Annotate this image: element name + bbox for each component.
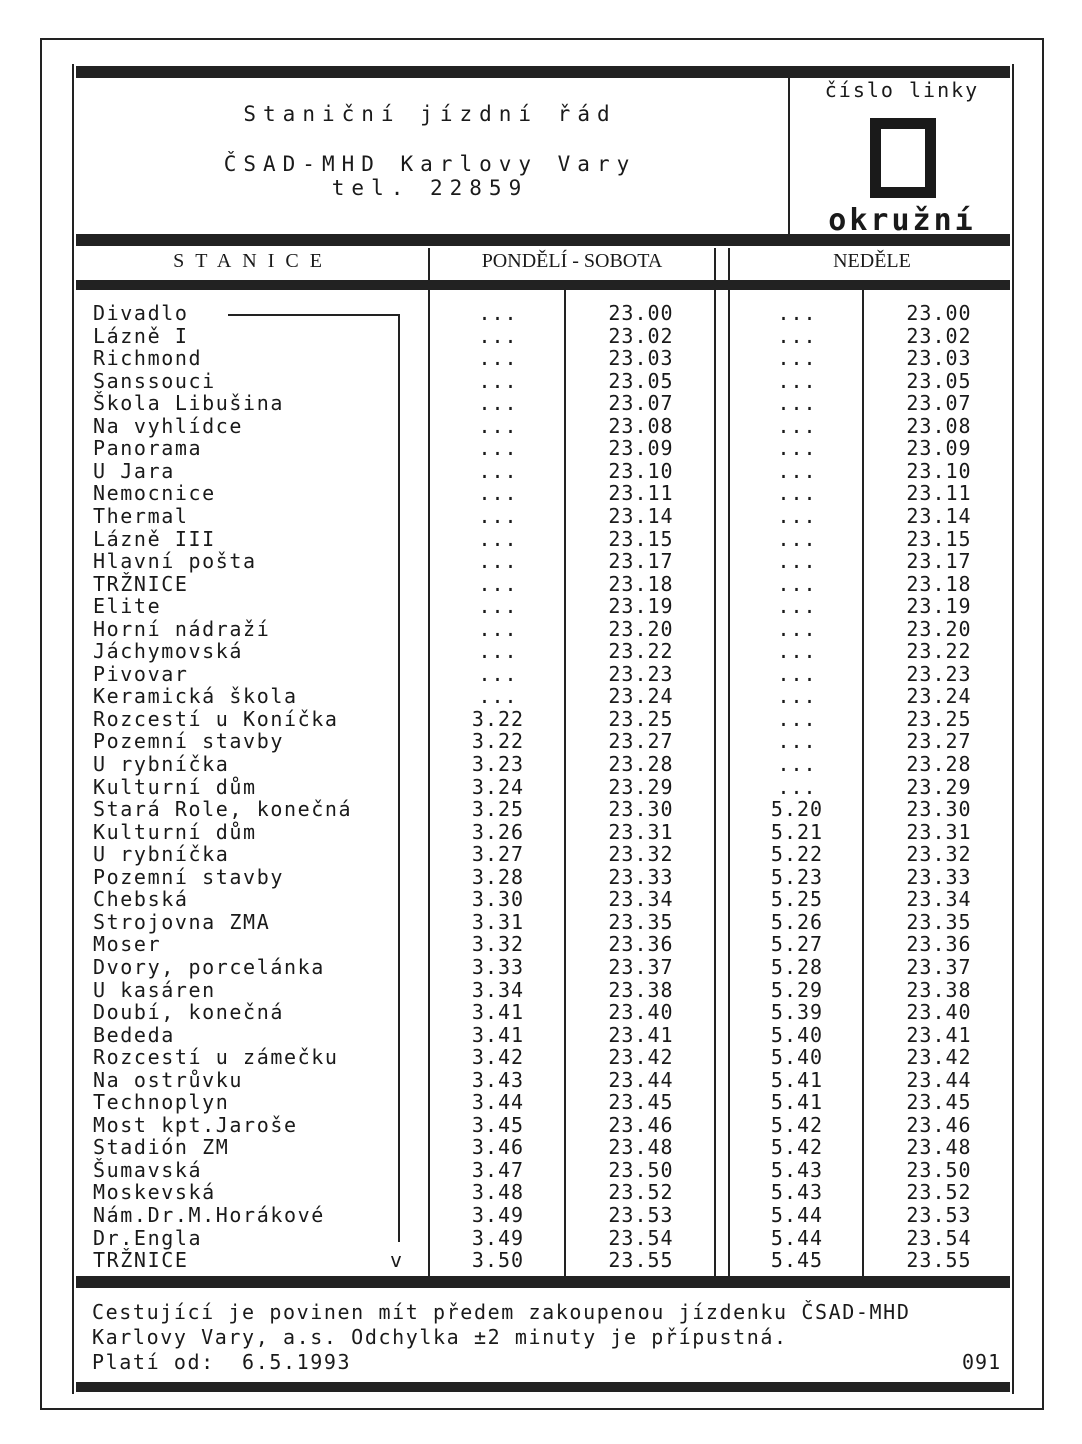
station-name: Horní nádraží: [93, 616, 271, 641]
sunday-late-time: 23.28: [906, 752, 972, 776]
sunday-late-time: 23.52: [906, 1180, 972, 1205]
table-bottom-bar: [76, 1276, 1010, 1288]
weekday-early-time: 3.22: [471, 706, 525, 731]
weekday-early-time: 3.34: [471, 977, 525, 1002]
table-row: [0, 505, 1082, 528]
weekday-late-time: 23.30: [608, 797, 674, 822]
weekday-early-time: 3.48: [471, 1180, 525, 1205]
table-row: [0, 325, 1082, 348]
sunday-late-time: 23.41: [906, 1022, 972, 1047]
weekday-late-time: 23.48: [608, 1135, 674, 1160]
weekday-late-time: 23.45: [608, 1090, 674, 1115]
sunday-late-time: 23.05: [906, 368, 972, 393]
weekday-late-time: 23.14: [608, 503, 674, 528]
weekday-late-time: 23.20: [608, 616, 674, 641]
station-name: Moskevská: [93, 1180, 216, 1205]
table-row: [0, 866, 1082, 889]
sunday-early-time: ...: [777, 684, 817, 709]
weekday-early-time: ...: [478, 391, 518, 416]
table-row: [0, 437, 1082, 460]
station-name: Doubí, konečná: [93, 1000, 284, 1025]
sunday-late-time: 23.44: [906, 1067, 972, 1092]
table-row: [0, 1204, 1082, 1227]
column-head-bar: [76, 280, 1010, 290]
footer-line-2: Karlovy Vary, a.s. Odchylka ±2 minuty je přípustná.: [92, 1325, 788, 1349]
table-row: [0, 302, 1082, 325]
table-row: [0, 663, 1082, 686]
weekday-late-time: 23.53: [608, 1203, 674, 1227]
weekday-late-time: 23.25: [608, 706, 674, 731]
table-row: [0, 1181, 1082, 1204]
sunday-late-time: 23.24: [906, 684, 972, 709]
sunday-late-time: 23.03: [906, 346, 972, 371]
table-row: [0, 956, 1082, 979]
table-row: [0, 595, 1082, 618]
station-name: Na ostrůvku: [93, 1067, 244, 1092]
table-row: [0, 753, 1082, 776]
station-name: Keramická škola: [93, 684, 298, 709]
sunday-late-time: 23.08: [906, 413, 972, 438]
station-name: Pozemní stavby: [93, 864, 284, 889]
weekday-early-time: ...: [478, 594, 518, 619]
sunday-late-time: 23.37: [906, 954, 972, 979]
sunday-early-time: ...: [777, 436, 817, 461]
weekday-early-time: 3.43: [471, 1067, 525, 1092]
weekday-late-time: 23.52: [608, 1180, 674, 1205]
station-name: Stadión ZM: [93, 1135, 230, 1160]
weekday-early-time: 3.32: [471, 932, 525, 957]
table-row: [0, 482, 1082, 505]
station-name: Divadlo: [93, 301, 189, 325]
sunday-early-time: ...: [777, 774, 817, 799]
sunday-late-time: 23.42: [906, 1045, 972, 1070]
sunday-late-time: 23.29: [906, 774, 972, 799]
column-header-stations: STANICE: [173, 250, 333, 272]
sunday-early-time: ...: [777, 391, 817, 416]
weekday-early-time: 3.24: [471, 774, 525, 799]
weekday-late-time: 23.41: [608, 1022, 674, 1047]
table-row: [0, 1024, 1082, 1047]
weekday-late-time: 23.02: [608, 323, 674, 348]
table-row: [0, 347, 1082, 370]
sunday-early-time: ...: [777, 503, 817, 528]
weekday-late-time: 23.08: [608, 413, 674, 438]
page-title: Staniční jízdní řád: [243, 102, 617, 126]
weekday-late-time: 23.23: [608, 661, 674, 686]
weekday-early-time: 3.49: [471, 1203, 525, 1227]
weekday-early-time: ...: [478, 436, 518, 461]
sunday-early-time: 5.41: [770, 1067, 824, 1092]
weekday-early-time: 3.41: [471, 1022, 525, 1047]
station-name: Dr.Engla: [93, 1225, 203, 1250]
table-row: [0, 1249, 1082, 1272]
sunday-early-time: ...: [777, 706, 817, 731]
station-name: Stará Role, konečná: [93, 797, 353, 822]
sunday-late-time: 23.46: [906, 1112, 972, 1137]
weekday-early-time: 3.30: [471, 887, 525, 912]
station-name: Moser: [93, 932, 162, 957]
sunday-early-time: ...: [777, 752, 817, 776]
weekday-early-time: ...: [478, 661, 518, 686]
weekday-early-time: 3.41: [471, 1000, 525, 1025]
sunday-late-time: 23.34: [906, 887, 972, 912]
line-type: okružní: [828, 203, 976, 238]
station-name: Sanssouci: [93, 368, 216, 393]
weekday-early-time: 3.45: [471, 1112, 525, 1137]
station-name: U rybníčka: [93, 842, 230, 867]
top-bar: [76, 66, 1010, 78]
weekday-late-time: 23.11: [608, 481, 674, 506]
weekday-early-time: ...: [478, 549, 518, 574]
weekday-early-time: 3.31: [471, 909, 525, 934]
station-name: Chebská: [93, 887, 189, 912]
sunday-early-time: 5.40: [770, 1045, 824, 1070]
sunday-late-time: 23.55: [906, 1248, 972, 1273]
table-row: [0, 640, 1082, 663]
sunday-early-time: 5.44: [770, 1225, 824, 1250]
station-name: Jáchymovská: [93, 639, 244, 664]
weekday-late-time: 23.54: [608, 1225, 674, 1250]
table-row: [0, 370, 1082, 393]
footer-line-1: Cestující je povinen mít předem zakoupenou jízdenku ČSAD-MHD: [92, 1300, 911, 1324]
weekday-late-time: 23.15: [608, 526, 674, 551]
sunday-early-time: ...: [777, 458, 817, 483]
station-name: Na vyhlídce: [93, 413, 244, 438]
weekday-early-time: 3.28: [471, 864, 525, 889]
station-name: Lázně I: [93, 323, 189, 348]
sunday-late-time: 23.50: [906, 1157, 972, 1182]
weekday-early-time: ...: [478, 639, 518, 664]
weekday-late-time: 23.07: [608, 391, 674, 416]
sunday-early-time: 5.22: [770, 842, 824, 867]
weekday-late-time: 23.18: [608, 571, 674, 596]
table-row: [0, 1046, 1082, 1069]
weekday-early-time: 3.22: [471, 729, 525, 754]
sunday-early-time: ...: [777, 661, 817, 686]
station-name: Most kpt.Jaroše: [93, 1112, 298, 1137]
sunday-early-time: 5.44: [770, 1203, 824, 1227]
table-row: [0, 933, 1082, 956]
sunday-late-time: 23.14: [906, 503, 972, 528]
weekday-early-time: ...: [478, 503, 518, 528]
document-code: 091: [962, 1350, 1002, 1374]
weekday-late-time: 23.32: [608, 842, 674, 867]
sunday-early-time: 5.40: [770, 1022, 824, 1047]
sunday-late-time: 23.23: [906, 661, 972, 686]
weekday-late-time: 23.46: [608, 1112, 674, 1137]
sunday-late-time: 23.54: [906, 1225, 972, 1250]
sunday-early-time: 5.28: [770, 954, 824, 979]
weekday-late-time: 23.24: [608, 684, 674, 709]
weekday-late-time: 23.09: [608, 436, 674, 461]
weekday-late-time: 23.28: [608, 752, 674, 776]
route-arrow-head: v: [390, 1248, 403, 1272]
table-row: [0, 798, 1082, 821]
sunday-late-time: 23.31: [906, 819, 972, 844]
table-row: [0, 843, 1082, 866]
table-row: [0, 415, 1082, 438]
line-number-label: číslo linky: [824, 78, 980, 102]
weekday-early-time: ...: [478, 368, 518, 393]
weekday-late-time: 23.22: [608, 639, 674, 664]
table-row: [0, 888, 1082, 911]
weekday-late-time: 23.42: [608, 1045, 674, 1070]
weekday-late-time: 23.00: [608, 301, 674, 325]
sunday-late-time: 23.11: [906, 481, 972, 506]
company-name: ČSAD-MHD Karlovy Vary: [223, 152, 637, 176]
sunday-early-time: ...: [777, 594, 817, 619]
table-row: [0, 528, 1082, 551]
station-name: Kulturní dům: [93, 774, 257, 799]
weekday-late-time: 23.05: [608, 368, 674, 393]
weekday-late-time: 23.10: [608, 458, 674, 483]
weekday-late-time: 23.03: [608, 346, 674, 371]
sunday-early-time: 5.25: [770, 887, 824, 912]
sunday-early-time: 5.26: [770, 909, 824, 934]
footer-valid-from: Platí od: 6.5.1993: [92, 1350, 352, 1374]
table-row: [0, 1136, 1082, 1159]
weekday-early-time: ...: [478, 301, 518, 325]
station-name: Thermal: [93, 503, 189, 528]
sunday-late-time: 23.02: [906, 323, 972, 348]
weekday-early-time: ...: [478, 571, 518, 596]
table-row: [0, 1227, 1082, 1250]
weekday-early-time: ...: [478, 526, 518, 551]
weekday-late-time: 23.19: [608, 594, 674, 619]
route-arrow-top: [228, 314, 400, 316]
sunday-late-time: 23.45: [906, 1090, 972, 1115]
sunday-early-time: 5.41: [770, 1090, 824, 1115]
sunday-late-time: 23.35: [906, 909, 972, 934]
sunday-early-time: ...: [777, 526, 817, 551]
table-row: [0, 979, 1082, 1002]
station-name: Nemocnice: [93, 481, 216, 506]
table-row: [0, 460, 1082, 483]
weekday-early-time: 3.23: [471, 752, 525, 776]
weekday-early-time: ...: [478, 458, 518, 483]
weekday-early-time: 3.25: [471, 797, 525, 822]
table-row: [0, 1001, 1082, 1024]
weekday-early-time: ...: [478, 323, 518, 348]
company-phone: tel. 22859: [331, 176, 529, 200]
sunday-early-time: 5.29: [770, 977, 824, 1002]
weekday-late-time: 23.55: [608, 1248, 674, 1273]
station-name: Kulturní dům: [93, 819, 257, 844]
sunday-late-time: 23.07: [906, 391, 972, 416]
column-header-weekdays: PONDĚLÍ - SOBOTA: [481, 250, 663, 272]
sunday-late-time: 23.32: [906, 842, 972, 867]
station-name: Pozemní stavby: [93, 729, 284, 754]
sunday-early-time: ...: [777, 368, 817, 393]
sunday-late-time: 23.33: [906, 864, 972, 889]
station-name: Škola Libušina: [93, 391, 284, 416]
station-name: Dvory, porcelánka: [93, 954, 325, 979]
sunday-early-time: 5.42: [770, 1135, 824, 1160]
footer-bottom-bar: [76, 1382, 1010, 1392]
sunday-late-time: 23.27: [906, 729, 972, 754]
table-row: [0, 685, 1082, 708]
sunday-early-time: ...: [777, 346, 817, 371]
weekday-late-time: 23.29: [608, 774, 674, 799]
weekday-late-time: 23.17: [608, 549, 674, 574]
station-name: U kasáren: [93, 977, 216, 1002]
sunday-early-time: ...: [777, 323, 817, 348]
weekday-early-time: 3.44: [471, 1090, 525, 1115]
sunday-late-time: 23.25: [906, 706, 972, 731]
sunday-early-time: 5.23: [770, 864, 824, 889]
sunday-late-time: 23.09: [906, 436, 972, 461]
table-row: [0, 776, 1082, 799]
weekday-early-time: ...: [478, 346, 518, 371]
weekday-early-time: ...: [478, 684, 518, 709]
weekday-early-time: 3.50: [471, 1248, 525, 1273]
station-name: Elite: [93, 594, 162, 619]
weekday-early-time: 3.49: [471, 1225, 525, 1250]
weekday-late-time: 23.40: [608, 1000, 674, 1025]
station-name: Technoplyn: [93, 1090, 230, 1115]
weekday-early-time: 3.42: [471, 1045, 525, 1070]
table-row: [0, 550, 1082, 573]
line-number: [870, 118, 936, 198]
weekday-late-time: 23.37: [608, 954, 674, 979]
sunday-late-time: 23.48: [906, 1135, 972, 1160]
sunday-early-time: 5.43: [770, 1157, 824, 1182]
sunday-early-time: 5.43: [770, 1180, 824, 1205]
table-row: [0, 708, 1082, 731]
weekday-late-time: 23.44: [608, 1067, 674, 1092]
sunday-early-time: 5.39: [770, 1000, 824, 1025]
table-row: [0, 573, 1082, 596]
sunday-late-time: 23.19: [906, 594, 972, 619]
sunday-early-time: ...: [777, 639, 817, 664]
sunday-early-time: ...: [777, 413, 817, 438]
sunday-early-time: ...: [777, 571, 817, 596]
sunday-late-time: 23.53: [906, 1203, 972, 1227]
route-arrow-line: [398, 314, 400, 1242]
sunday-early-time: ...: [777, 616, 817, 641]
sunday-early-time: ...: [777, 481, 817, 506]
sunday-early-time: ...: [777, 301, 817, 325]
sunday-late-time: 23.36: [906, 932, 972, 957]
weekday-late-time: 23.27: [608, 729, 674, 754]
sunday-late-time: 23.00: [906, 301, 972, 325]
sunday-late-time: 23.15: [906, 526, 972, 551]
sunday-late-time: 23.30: [906, 797, 972, 822]
station-name: Bededa: [93, 1022, 175, 1047]
sunday-late-time: 23.40: [906, 1000, 972, 1025]
table-row: [0, 730, 1082, 753]
weekday-early-time: ...: [478, 413, 518, 438]
table-row: [0, 1091, 1082, 1114]
sunday-early-time: ...: [777, 549, 817, 574]
station-name: TRŽNICE: [93, 1248, 189, 1273]
station-name: Lázně III: [93, 526, 216, 551]
sunday-early-time: 5.45: [770, 1248, 824, 1273]
sunday-early-time: ...: [777, 729, 817, 754]
table-row: [0, 911, 1082, 934]
weekday-late-time: 23.38: [608, 977, 674, 1002]
weekday-early-time: 3.27: [471, 842, 525, 867]
sunday-early-time: 5.27: [770, 932, 824, 957]
weekday-early-time: ...: [478, 616, 518, 641]
station-name: Rozcestí u zámečku: [93, 1045, 339, 1070]
table-row: [0, 392, 1082, 415]
weekday-early-time: 3.26: [471, 819, 525, 844]
sunday-late-time: 23.10: [906, 458, 972, 483]
station-name: U Jara: [93, 458, 175, 483]
sunday-early-time: 5.21: [770, 819, 824, 844]
station-name: Strojovna ZMA: [93, 909, 271, 934]
weekday-late-time: 23.36: [608, 932, 674, 957]
weekday-early-time: 3.33: [471, 954, 525, 979]
station-name: Nám.Dr.M.Horákové: [93, 1203, 325, 1227]
station-name: TRŽNICE: [93, 571, 189, 596]
table-row: [0, 1069, 1082, 1092]
weekday-early-time: 3.47: [471, 1157, 525, 1182]
station-name: Richmond: [93, 346, 203, 371]
column-header-sunday: NEDĚLE: [833, 250, 911, 272]
station-name: Hlavní pošta: [93, 549, 257, 574]
sunday-early-time: 5.20: [770, 797, 824, 822]
weekday-late-time: 23.34: [608, 887, 674, 912]
sunday-late-time: 23.17: [906, 549, 972, 574]
station-name: Šumavská: [93, 1157, 203, 1182]
table-row: [0, 1159, 1082, 1182]
sunday-late-time: 23.22: [906, 639, 972, 664]
station-name: U rybníčka: [93, 752, 230, 776]
table-row: [0, 1114, 1082, 1137]
station-name: Pivovar: [93, 661, 189, 686]
sunday-early-time: 5.42: [770, 1112, 824, 1137]
weekday-early-time: ...: [478, 481, 518, 506]
sunday-late-time: 23.20: [906, 616, 972, 641]
sunday-late-time: 23.18: [906, 571, 972, 596]
weekday-early-time: 3.46: [471, 1135, 525, 1160]
table-row: [0, 821, 1082, 844]
station-name: Panorama: [93, 436, 203, 461]
weekday-late-time: 23.35: [608, 909, 674, 934]
weekday-late-time: 23.33: [608, 864, 674, 889]
weekday-late-time: 23.50: [608, 1157, 674, 1182]
sunday-late-time: 23.38: [906, 977, 972, 1002]
weekday-late-time: 23.31: [608, 819, 674, 844]
station-name: Rozcestí u Koníčka: [93, 706, 339, 731]
table-row: [0, 618, 1082, 641]
